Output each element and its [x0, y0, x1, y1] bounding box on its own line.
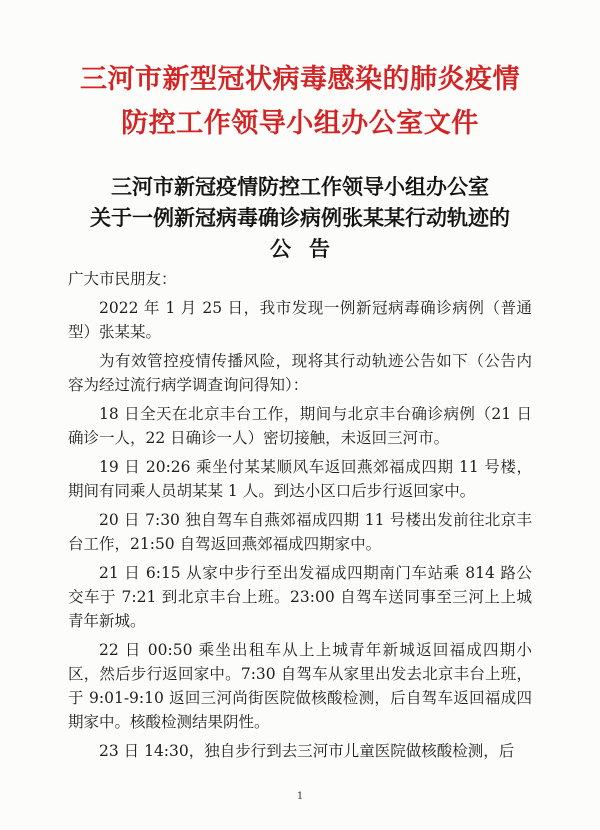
notice-title-line-3: 公告 [270, 237, 348, 261]
document-header [0, 58, 600, 146]
paragraph-3: 18 日全天在北京丰台工作，期间与北京丰台确诊病例（21 日确诊一人，22 日确诊一人）密切接触，未返回三河市。 [68, 405, 532, 447]
page-number: 1 [296, 791, 304, 802]
paragraph-6: 21 日 6:15 从家中步行至出发福成四期南门车站乘 814 路公交车于 7:21 到北京丰台上班。23:00 自驾车送同事至三河上上城青年新城。 [68, 564, 532, 630]
paragraph-2: 为有效管控疫情传播风险，现将其行动轨迹公告如下（公告内容为经过流行病学调查询问得知）： [68, 352, 532, 394]
header-title-line-1: 三河市新型冠状病毒感染的肺炎疫情 [80, 64, 520, 95]
paragraph-1: 2022 年 1 月 25 日，我市发现一例新冠病毒确诊病例（普通型）张某某。 [68, 299, 532, 341]
paragraph-4: 19 日 20:26 乘坐付某某顺风车返回燕郊福成四期 11 号楼，期间有同乘人员胡某某 1 人。到达小区口后步行返回家中。 [68, 458, 532, 500]
document-body [68, 267, 532, 768]
paragraph-5: 20 日 7:30 独自驾车自燕郊福成四期 11 号楼出发前往北京丰台工作，21:50 自驾返回燕郊福成四期家中。 [68, 511, 532, 553]
notice-title [0, 172, 600, 265]
paragraph-7: 22 日 00:50 乘坐出租车从上上城青年新城返回福成四期小区，然后步行返回家中。7:30 自驾车从家里出发去北京丰台上班，于 9:01-9:10 返回三河尚街医院做核酸检测，后自驾车返回福成四期家中。核酸检测结果阴性。 [68, 641, 532, 731]
notice-title-line-1: 三河市新冠疫情防控工作领导小组办公室 [111, 175, 489, 199]
notice-title-line-2: 关于一例新冠病毒确诊病例张某某行动轨迹的 [90, 206, 510, 230]
header-title-line-2: 防控工作领导小组办公室文件 [121, 108, 479, 139]
salutation: 广大市民朋友： [68, 270, 177, 288]
paragraph-8: 23 日 14:30，独自步行到去三河市儿童医院做核酸检测，后 [99, 742, 515, 760]
